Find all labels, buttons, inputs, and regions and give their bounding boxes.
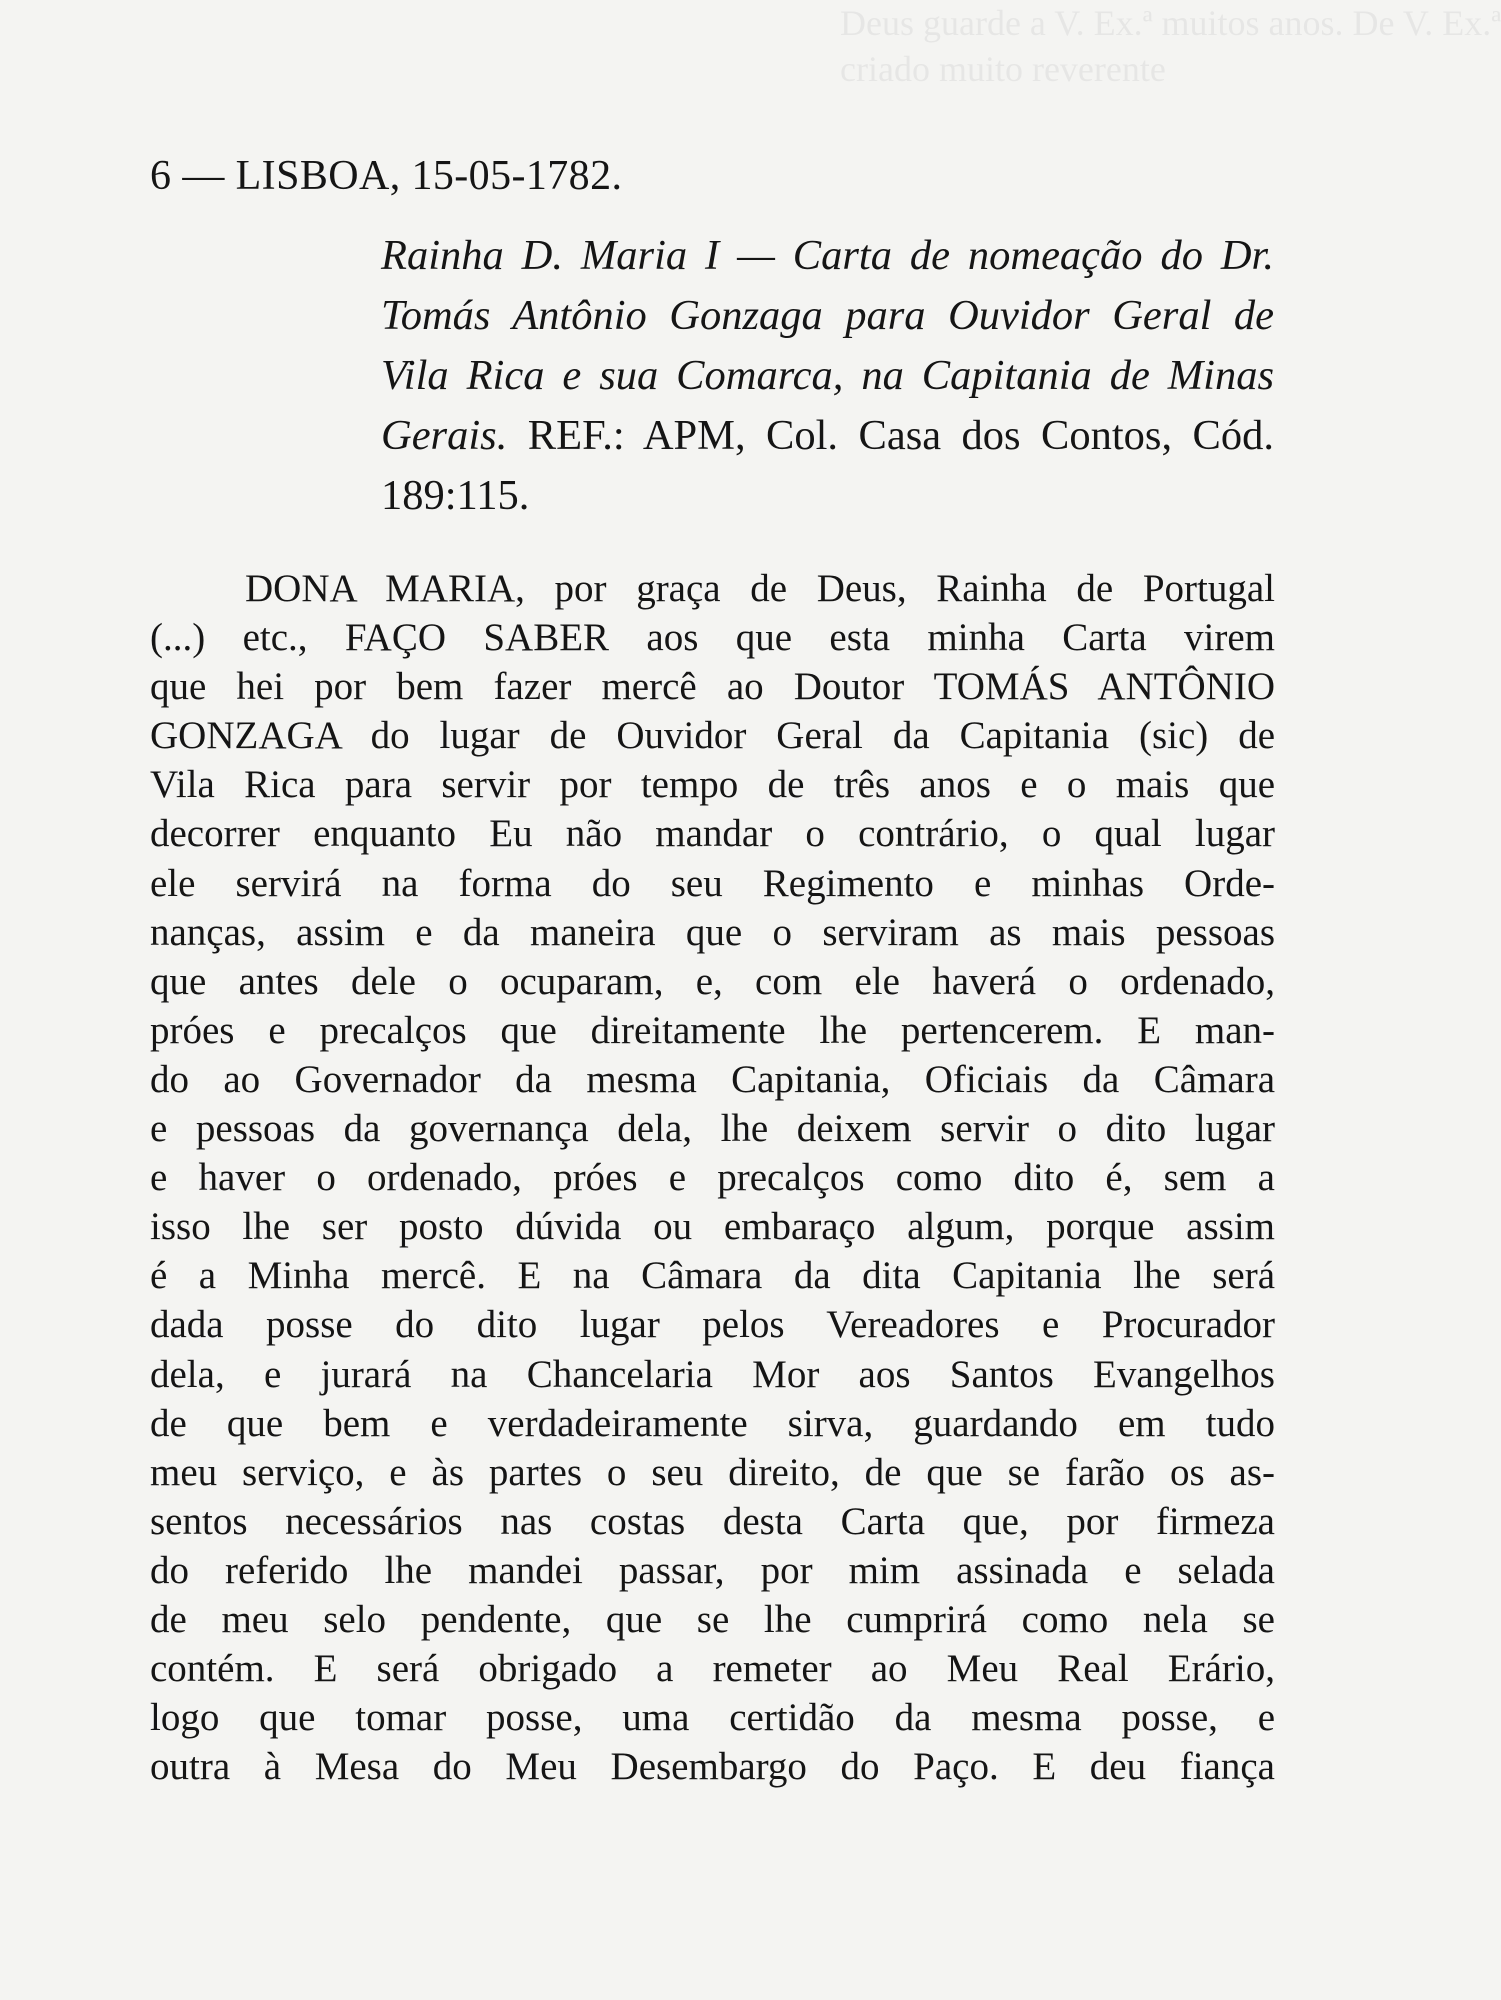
place-date: LISBOA, 15-05-1782. bbox=[235, 153, 623, 199]
bleed-through-line: Deus guarde a V. Ex.ª muitos anos. De V. Ex.ª bbox=[840, 3, 1501, 43]
summary-text: Rainha D. Maria I — Carta de nomeação do Dr. Tomás Antônio Gonzaga para Ouvidor Geral de Vila Rica e sua Comarca, na Capitania de Minas Gerais. bbox=[381, 232, 1274, 459]
body-line: isso lhe ser posto dúvida ou embaraço algum, porque assim bbox=[150, 1205, 1275, 1249]
body-line: próes e precalços que direitamente lhe pertencerem. E man- bbox=[150, 1008, 1275, 1052]
body-line: meu serviço, e às partes o seu direito, de que se farão os as- bbox=[150, 1450, 1275, 1494]
document-body bbox=[150, 564, 1275, 1791]
body-line: contém. E será obrigado a remeter ao Meu Real Erário, bbox=[150, 1647, 1275, 1691]
body-line: e haver o ordenado, próes e precalços como dito é, sem a bbox=[150, 1156, 1275, 1200]
body-line: do referido lhe mandei passar, por mim assinada e selada bbox=[150, 1548, 1275, 1592]
document-summary bbox=[381, 226, 1274, 526]
document-page bbox=[150, 150, 1275, 1791]
archive-reference: REF.: APM, Col. Casa dos Contos, Cód. 189:115. bbox=[381, 412, 1274, 519]
body-line: decorrer enquanto Eu não mandar o contrário, o qual lugar bbox=[150, 812, 1275, 856]
bleed-through-text bbox=[0, 0, 1501, 110]
body-line: ele servirá na forma do seu Regimento e minhas Orde- bbox=[150, 861, 1275, 905]
body-line: que hei por bem fazer mercê ao Doutor TOMÁS ANTÔNIO bbox=[150, 665, 1275, 709]
body-line: dela, e jurará na Chancelaria Mor aos Santos Evangelhos bbox=[150, 1352, 1275, 1396]
body-line: do ao Governador da mesma Capitania, Oficiais da Câmara bbox=[150, 1057, 1275, 1101]
document-heading bbox=[150, 150, 1275, 202]
body-line: e pessoas da governança dela, lhe deixem servir o dito lugar bbox=[150, 1107, 1275, 1151]
bleed-through-line: criado muito reverente bbox=[840, 49, 1166, 89]
body-line: (...) etc., FAÇO SABER aos que esta minha Carta virem bbox=[150, 616, 1275, 660]
body-line: nanças, assim e da maneira que o serviram as mais pessoas bbox=[150, 910, 1275, 954]
body-line: de que bem e verdadeiramente sirva, guardando em tudo bbox=[150, 1401, 1275, 1445]
body-line: GONZAGA do lugar de Ouvidor Geral da Capitania (sic) de bbox=[150, 714, 1275, 758]
body-line: sentos necessários nas costas desta Carta que, por firmeza bbox=[150, 1499, 1275, 1543]
document-number: 6 bbox=[150, 153, 172, 199]
body-line: DONA MARIA, por graça de Deus, Rainha de Portugal bbox=[245, 567, 1275, 610]
body-line: outra à Mesa do Meu Desembargo do Paço. E deu fiança bbox=[150, 1745, 1275, 1789]
body-line: que antes dele o ocuparam, e, com ele haverá o ordenado, bbox=[150, 959, 1275, 1003]
body-line: dada posse do dito lugar pelos Vereadores e Procurador bbox=[150, 1303, 1275, 1347]
body-line: Vila Rica para servir por tempo de três anos e o mais que bbox=[150, 763, 1275, 807]
body-line: é a Minha mercê. E na Câmara da dita Capitania lhe será bbox=[150, 1254, 1275, 1298]
heading-separator: — bbox=[182, 153, 225, 199]
body-line: logo que tomar posse, uma certidão da mesma posse, e bbox=[150, 1696, 1275, 1740]
body-line: de meu selo pendente, que se lhe cumprirá como nela se bbox=[150, 1597, 1275, 1641]
